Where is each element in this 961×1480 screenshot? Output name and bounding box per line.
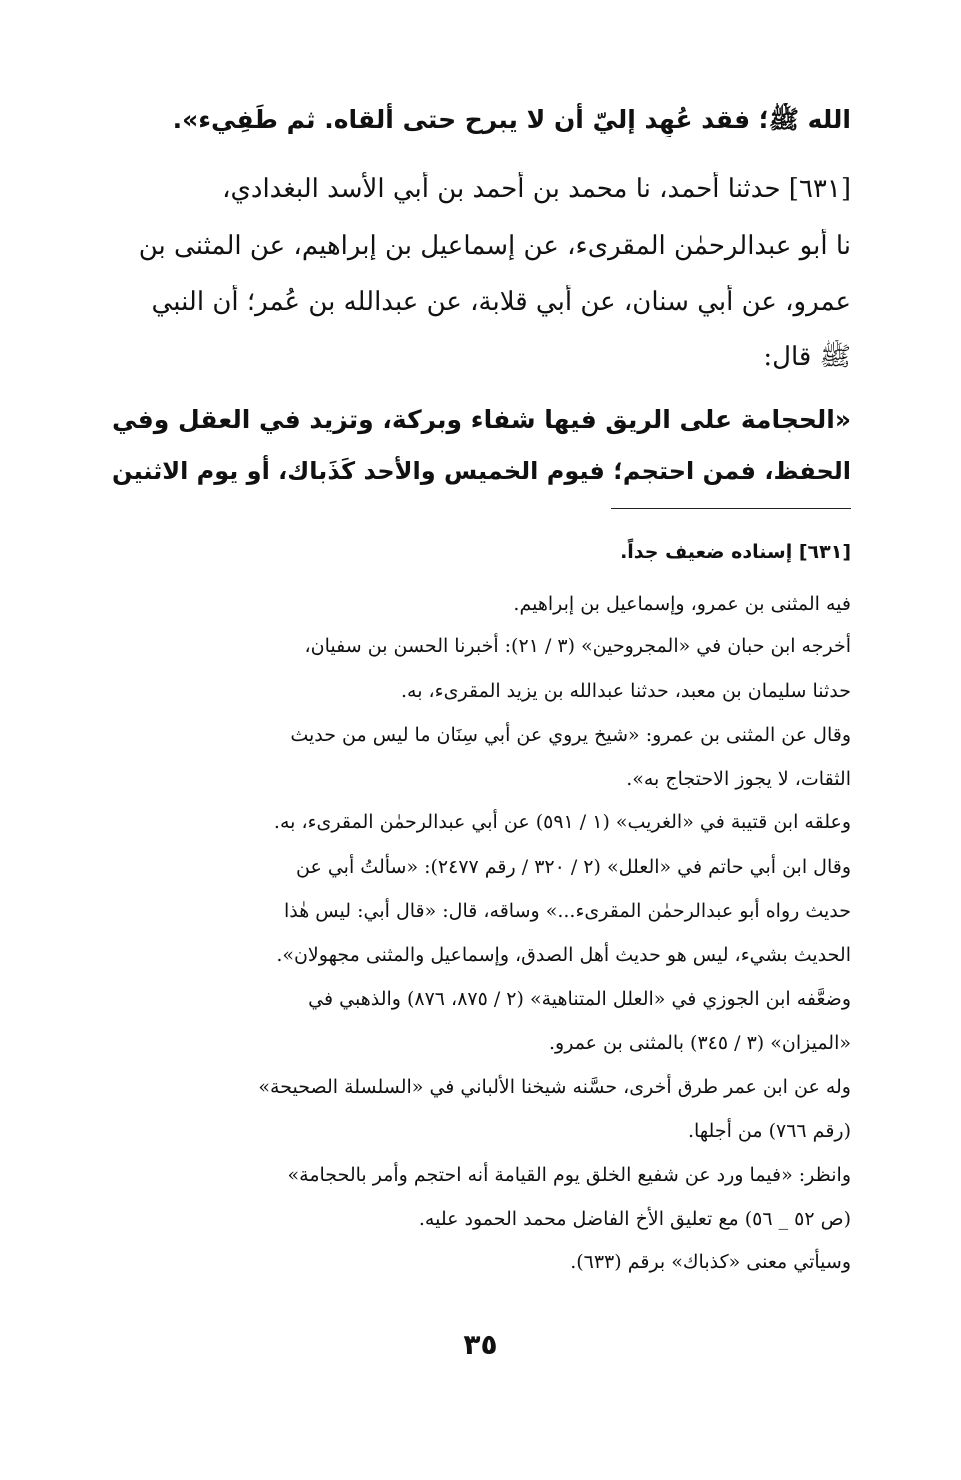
footnote-line-1: [٦٣١] إسناده ضعيف جداً.	[620, 541, 851, 563]
main-text-line-4: عمرو، عن أبي سنان، عن أبي قلابة، عن عبدالله بن عُمر؛ أن النبي	[151, 287, 851, 317]
page-number: ٣٥	[463, 1328, 498, 1361]
main-text-line-5: ﷺ قال:	[763, 342, 851, 372]
footnote-line-3: أخرجه ابن حبان في «المجروحين» (٣ / ٢١): أخبرنا الحسن بن سفيان،	[304, 635, 851, 657]
footnote-line-10: الحديث بشيء، ليس هو حديث أهل الصدق، وإسماعيل والمثنى مجهولان».	[276, 944, 851, 966]
hadith-text-line-2: الحفظ، فمن احتجم؛ فيوم الخميس والأحد كَذَباك، أو يوم الاثنين	[112, 457, 851, 485]
hadith-text-line-1: «الحجامة على الريق فيها شفاء وبركة، وتزيد في العقل وفي	[112, 405, 851, 434]
main-text-line-2: [٦٣١] حدثنا أحمد، نا محمد بن أحمد بن أبي الأسد البغدادي،	[222, 174, 851, 204]
footnote-line-2: فيه المثنى بن عمرو، وإسماعيل بن إبراهيم.	[513, 593, 851, 615]
main-text-line-1: الله ﷺ؛ فقد عُهِد إليّ أن لا يبرح حتى ألقاه. ثم طَفِيء».	[172, 105, 851, 134]
footnote-line-8: وقال ابن أبي حاتم في «العلل» (٢ / ٣٢٠ / رقم ٢٤٧٧): «سألتُ أبي عن	[296, 856, 851, 878]
footnote-line-17: وسيأتي معنى «كذباك» برقم (٦٣٣).	[570, 1251, 851, 1273]
footnote-separator	[611, 508, 851, 509]
main-text-line-3: نا أبو عبدالرحمٰن المقرىء، عن إسماعيل بن إبراهيم، عن المثنى بن	[138, 231, 851, 261]
footnote-line-16: (ص ٥٢ _ ٥٦) مع تعليق الأخ الفاضل محمد الحمود عليه.	[418, 1208, 851, 1230]
footnote-line-12: «الميزان» (٣ / ٣٤٥) بالمثنى بن عمرو.	[549, 1032, 851, 1054]
footnote-line-15: وانظر: «فيما ورد عن شفيع الخلق يوم القيامة أنه احتجم وأمر بالحجامة»	[287, 1164, 851, 1186]
footnote-line-6: الثقات، لا يجوز الاحتجاج به».	[626, 768, 851, 790]
footnote-line-7: وعلقه ابن قتيبة في «الغريب» (١ / ٥٩١) عن أبي عبدالرحمٰن المقرىء، به.	[273, 811, 851, 833]
footnote-line-5: وقال عن المثنى بن عمرو: «شيخ يروي عن أبي سِنَان ما ليس من حديث	[290, 724, 851, 746]
footnote-line-9: حديث رواه أبو عبدالرحمٰن المقرىء...» وساقه، قال: «قال أبي: ليس هٰذا	[284, 900, 851, 922]
footnote-line-11: وضعَّفه ابن الجوزي في «العلل المتناهية» (٢ / ٨٧٥، ٨٧٦) والذهبي في	[308, 988, 851, 1010]
footnote-line-14: (رقم ٧٦٦) من أجلها.	[687, 1120, 851, 1142]
footnote-line-4: حدثنا سليمان بن معبد، حدثنا عبدالله بن يزيد المقرىء، به.	[401, 680, 851, 702]
footnote-line-13: وله عن ابن عمر طرق أُخرى، حسَّنه شيخنا الألباني في «السلسلة الصحيحة»	[258, 1076, 851, 1098]
